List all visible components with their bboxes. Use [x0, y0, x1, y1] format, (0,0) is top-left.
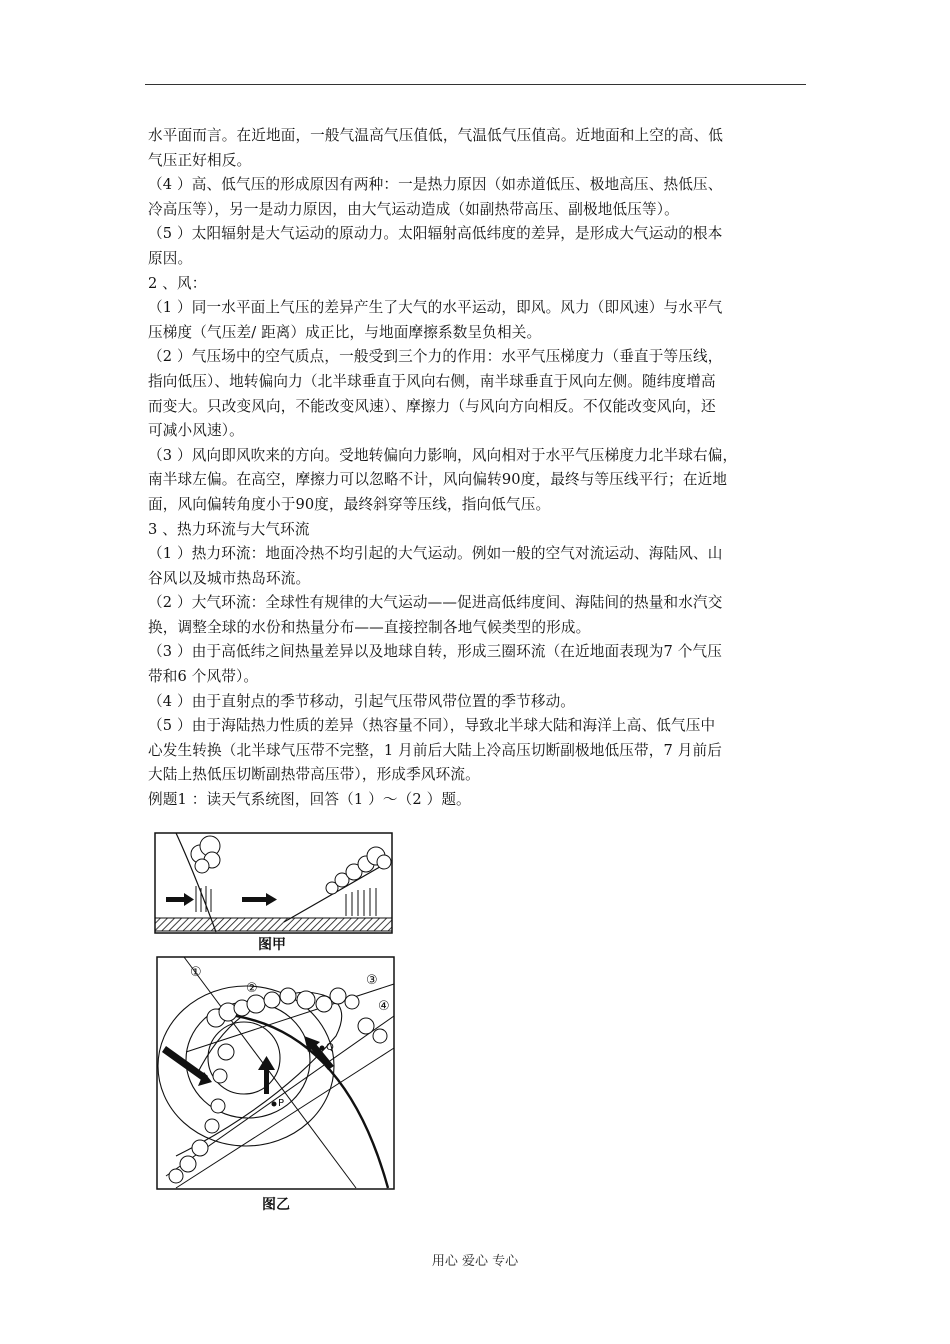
text-line: （4 ）由于直射点的季节移动，引起气压带风带位置的季节移动。: [148, 692, 576, 710]
text-line: （5 ）太阳辐射是大气运动的原动力。太阳辐射高低纬度的差异，是形成大气运动的根本: [148, 225, 723, 243]
text-line: 大陆上热低压切断副热带高压带），形成季风环流。: [148, 766, 480, 784]
text-line: 南半球左偏。在高空，摩擦力可以忽略不计，风向偏转90度，最终与等压线平行；在近地: [148, 471, 728, 489]
text-line: （1 ）同一水平面上气压的差异产生了大气的水平运动，即风。风力（即风速）与水平气: [148, 299, 723, 317]
text-line: 可减小风速）。: [148, 422, 244, 440]
body-text: [148, 124, 812, 813]
text-line: 而变大。只改变风向，不能改变风速）、摩擦力（与风向方向相反。不仅能改变风向，还: [148, 397, 716, 415]
text-line: 心发生转换（北半球气压带不完整，1 月前后大陆上冷高压切断副极地低压带，7 月前后: [148, 741, 722, 759]
text-line: 指向低压）、地转偏向力（北半球垂直于风向右侧，南半球垂直于风向左侧。随纬度增高: [148, 372, 716, 390]
figure-b: [156, 956, 396, 1192]
text-line: （2 ）气压场中的空气质点，一般受到三个力的作用：水平气压梯度力（垂直于等压线，: [148, 348, 723, 366]
text-line: （2 ）大气环流：全球性有规律的大气运动——促进高低纬度间、海陆间的热量和水汽交: [148, 594, 723, 612]
text-line: 带和6 个风带）。: [148, 668, 259, 686]
marker-2: ②: [246, 981, 258, 996]
text-line: （3 ）由于高低纬之间热量差异以及地球自转，形成三圈环流（在近地面表现为7 个气压: [148, 643, 722, 661]
figure-b-caption: 图乙: [262, 1197, 290, 1213]
header-rule: [145, 84, 806, 85]
text-line: 冷高压等），另一是动力原因，由大气运动造成（如副热带高压、副极地低压等）。: [148, 200, 679, 218]
text-line: 换，调整全球的水份和热量分布——直接控制各地气候类型的形成。: [148, 618, 591, 636]
text-line: 3 、热力环流与大气环流: [148, 520, 310, 538]
text-line: 面，风向偏转角度小于90度，最终斜穿等压线，指向低气压。: [148, 495, 551, 513]
text-line: 原因。: [148, 249, 193, 267]
text-line: 压梯度（气压差/ 距离）成正比，与地面摩擦系数呈负相关。: [148, 323, 542, 341]
text-line: （1 ）热力环流：地面冷热不均引起的大气运动。例如一般的空气对流运动、海陆风、山: [148, 545, 723, 563]
marker-3: ③: [366, 973, 378, 988]
text-line: 气压正好相反。: [148, 151, 252, 169]
marker-1: ①: [190, 965, 202, 980]
point-p-label: P: [278, 1098, 285, 1109]
text-line: （3 ）风向即风吹来的方向。受地转偏向力影响，风向相对于水平气压梯度力北半球右偏，: [148, 446, 738, 464]
point-q-label: Q: [326, 1042, 334, 1053]
figure-a: [154, 832, 394, 936]
text-line: （5 ）由于海陆热力性质的差异（热容量不同），导致北半球大陆和海洋上高、低气压中: [148, 717, 716, 735]
text-line: 2 、风：: [148, 274, 207, 292]
text-line: 谷风以及城市热岛环流。: [148, 569, 311, 587]
text-line: 例题1 ：读天气系统图，回答（1 ）～（2 ）题。: [148, 791, 471, 809]
text-line: 水平面而言。在近地面，一般气温高气压值低，气温低气压值高。近地面和上空的高、低: [148, 127, 724, 144]
text-line: （4 ）高、低气压的形成原因有两种：一是热力原因（如赤道低压、极地高压、热低压、: [148, 176, 723, 194]
marker-4: ④: [378, 999, 390, 1014]
figure-a-caption: 图甲: [258, 937, 286, 953]
page-footer: 用心 爱心 专心: [431, 1254, 519, 1269]
